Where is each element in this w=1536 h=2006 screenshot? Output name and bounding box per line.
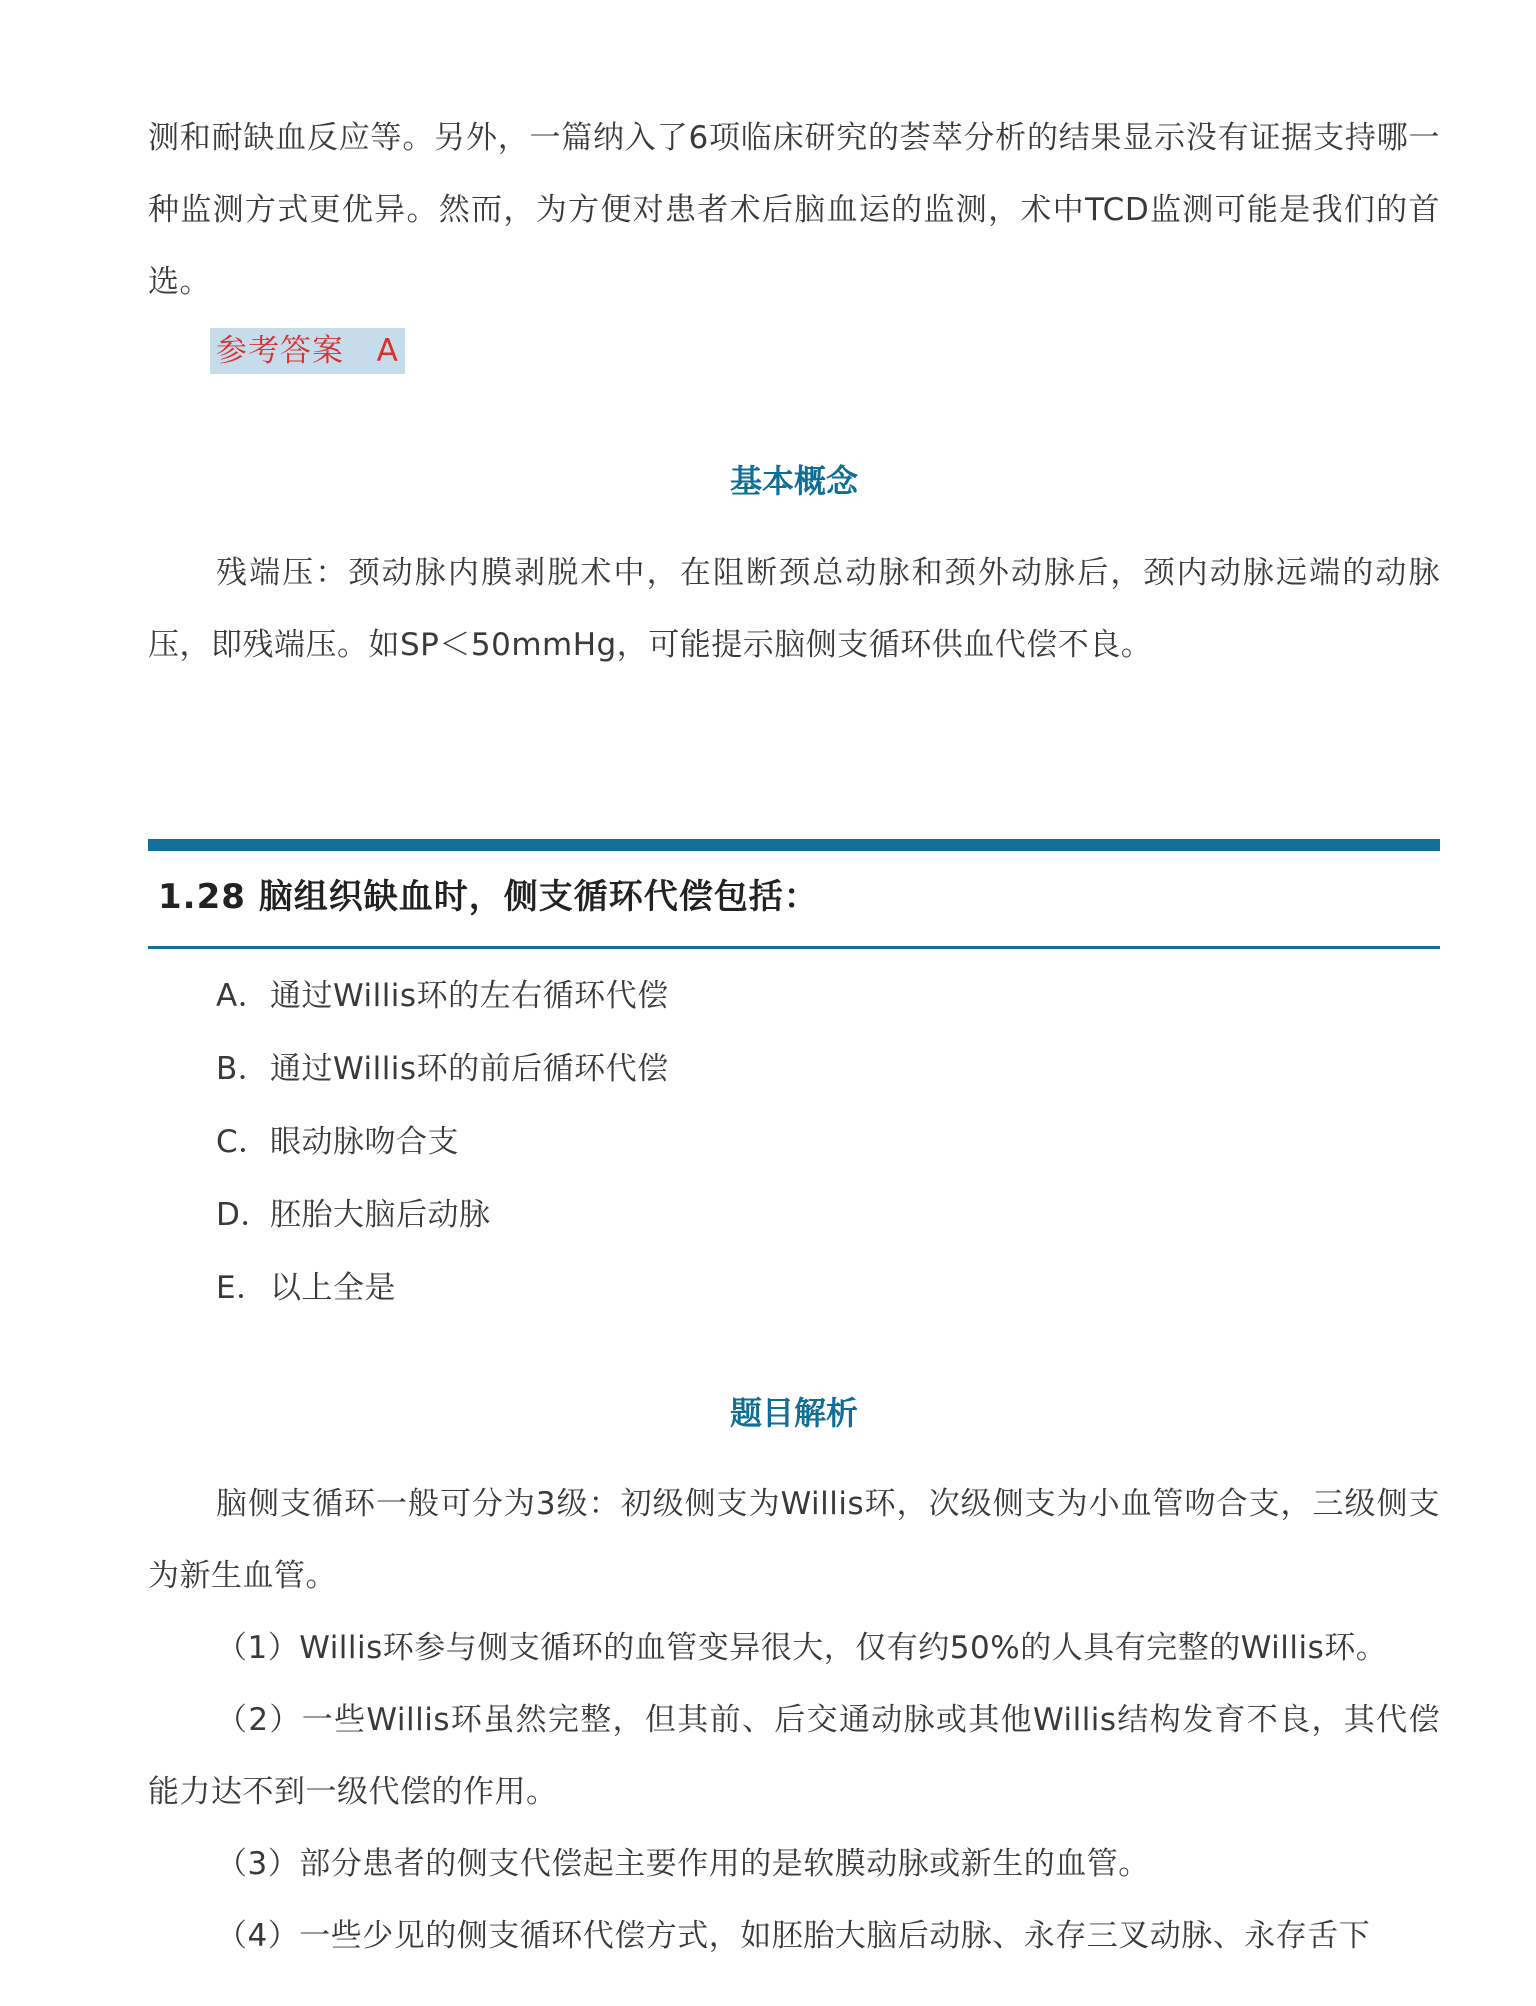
analysis-paragraph: （2）一些Willis环虽然完整，但其前、后交通动脉或其他Willis结构发育不良，其代偿能力达不到一级代偿的作用。 [148,1702,1440,1810]
analysis-paragraph: 脑侧支循环一般可分为3级：初级侧支为Willis环，次级侧支为小血管吻合支，三级侧支为新生血管。 [148,1486,1440,1594]
option-letter: D． [216,1197,272,1233]
option-a [216,960,1416,1033]
option-c [216,1106,1416,1179]
intro-paragraph: 测和耐缺血反应等。另外，一篇纳入了6项临床研究的荟萃分析的结果显示没有证据支持哪一种监测方式更优异。然而，为方便对患者术后脑血运的监测，术中TCD监测可能是我们的首选。 [148,120,1440,300]
option-text: 以上全是 [270,1270,396,1306]
analysis-paragraph: （3）部分患者的侧支代偿起主要作用的是软膜动脉或新生的血管。 [216,1846,1150,1882]
question-divider [148,946,1440,949]
option-b [216,1033,1416,1106]
question-title [158,872,819,922]
option-text: 眼动脉吻合支 [270,1124,459,1160]
reference-answer [210,328,405,374]
analysis-heading: 题目解析 [729,1394,858,1432]
option-text: 通过Willis环的左右循环代偿 [270,978,669,1014]
question-top-bar [148,839,1440,851]
option-letter: A． [216,978,270,1014]
concept-heading: 基本概念 [729,462,858,500]
option-d [216,1179,1416,1252]
analysis-paragraph: （4）一些少见的侧支循环代偿方式，如胚胎大脑后动脉、永存三叉动脉、永存舌下 [216,1918,1371,1954]
option-letter: C． [216,1124,270,1160]
analysis-body [148,1468,1440,1972]
option-text: 胚胎大脑后动脉 [270,1197,491,1233]
question-text: 脑组织缺血时，侧支循环代偿包括： [258,877,819,917]
concept-paragraph: 残端压：颈动脉内膜剥脱术中，在阻断颈总动脉和颈外动脉后，颈内动脉远端的动脉压，即残端压。如SP＜50mmHg，可能提示脑侧支循环供血代偿不良。 [148,555,1440,663]
answer-label: 参考答案 [216,333,344,369]
answer-value: A [376,333,399,369]
question-number: 1.28 [158,877,246,917]
option-e [216,1252,1416,1325]
analysis-paragraph: （1）Willis环参与侧支循环的血管变异很大，仅有约50%的人具有完整的Willis环。 [216,1630,1388,1666]
option-text: 通过Willis环的前后循环代偿 [270,1051,669,1087]
option-list [216,960,1416,1325]
option-letter: E． [216,1270,268,1306]
option-letter: B． [216,1051,270,1087]
